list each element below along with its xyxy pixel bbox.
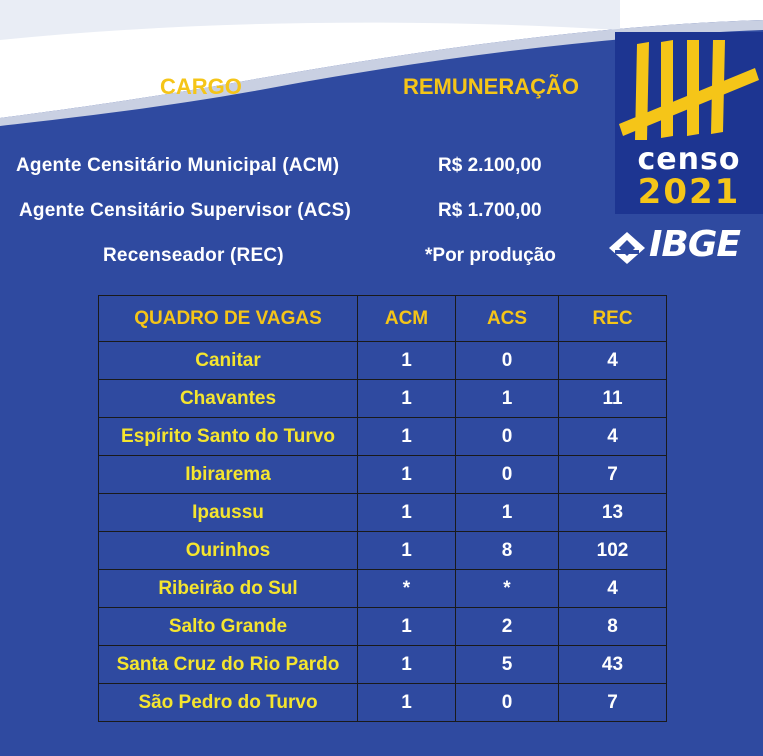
censo-2021-logo [615,32,763,214]
acm-cell: 1 [358,380,456,418]
acs-cell: 0 [456,684,559,722]
table-row [99,532,667,570]
city-cell: Ribeirão do Sul [99,570,358,608]
pay-label-rec: Recenseador (REC) [103,245,284,266]
table-row [99,646,667,684]
acs-cell: 2 [456,608,559,646]
pay-label-acs: Agente Censitário Supervisor (ACS) [19,200,351,221]
rec-cell: 4 [559,570,667,608]
censo-year: 2021 [637,172,741,212]
table-row [99,342,667,380]
city-cell: Salto Grande [99,608,358,646]
acm-cell: 1 [358,494,456,532]
city-cell: Ipaussu [99,494,358,532]
acs-cell: 8 [456,532,559,570]
acm-cell: 1 [358,646,456,684]
acm-cell: 1 [358,532,456,570]
table-row [99,456,667,494]
remuneracao-heading: REMUNERAÇÃO [403,74,579,99]
table-row [99,570,667,608]
censo-word: censo [637,142,741,177]
city-cell: São Pedro do Turvo [99,684,358,722]
acm-cell: 1 [358,418,456,456]
acs-cell: 0 [456,418,559,456]
ibge-logo [605,222,757,268]
rec-cell: 7 [559,456,667,494]
rec-cell: 102 [559,532,667,570]
table-header-row [99,296,667,342]
table-row [99,380,667,418]
table-row [99,684,667,722]
pay-label-acm: Agente Censitário Municipal (ACM) [16,155,340,176]
acm-cell: 1 [358,608,456,646]
ibge-emblem-icon [605,228,649,268]
acs-cell: * [456,570,559,608]
rec-cell: 8 [559,608,667,646]
rec-cell: 11 [559,380,667,418]
pay-value-acs: R$ 1.700,00 [438,200,542,221]
vacancies-table [98,295,667,722]
table-row [99,494,667,532]
rec-cell: 7 [559,684,667,722]
acs-cell: 1 [456,494,559,532]
table-row [99,418,667,456]
header-rec: REC [559,296,667,342]
rec-cell: 43 [559,646,667,684]
rec-cell: 4 [559,418,667,456]
acs-cell: 5 [456,646,559,684]
pay-value-rec: *Por produção [425,245,556,266]
cargo-heading: CARGO [160,74,242,99]
city-cell: Espírito Santo do Turvo [99,418,358,456]
acs-cell: 0 [456,456,559,494]
rec-cell: 13 [559,494,667,532]
acm-cell: * [358,570,456,608]
acm-cell: 1 [358,342,456,380]
city-cell: Canitar [99,342,358,380]
acs-cell: 1 [456,380,559,418]
acm-cell: 1 [358,684,456,722]
acs-cell: 0 [456,342,559,380]
header-quadro-de-vagas: QUADRO DE VAGAS [99,296,358,342]
pay-value-acm: R$ 2.100,00 [438,155,542,176]
table-row [99,608,667,646]
city-cell: Chavantes [99,380,358,418]
city-cell: Ourinhos [99,532,358,570]
ibge-text: IBGE [649,224,740,265]
city-cell: Ibirarema [99,456,358,494]
city-cell: Santa Cruz do Rio Pardo [99,646,358,684]
acm-cell: 1 [358,456,456,494]
rec-cell: 4 [559,342,667,380]
header-acs: ACS [456,296,559,342]
header-acm: ACM [358,296,456,342]
